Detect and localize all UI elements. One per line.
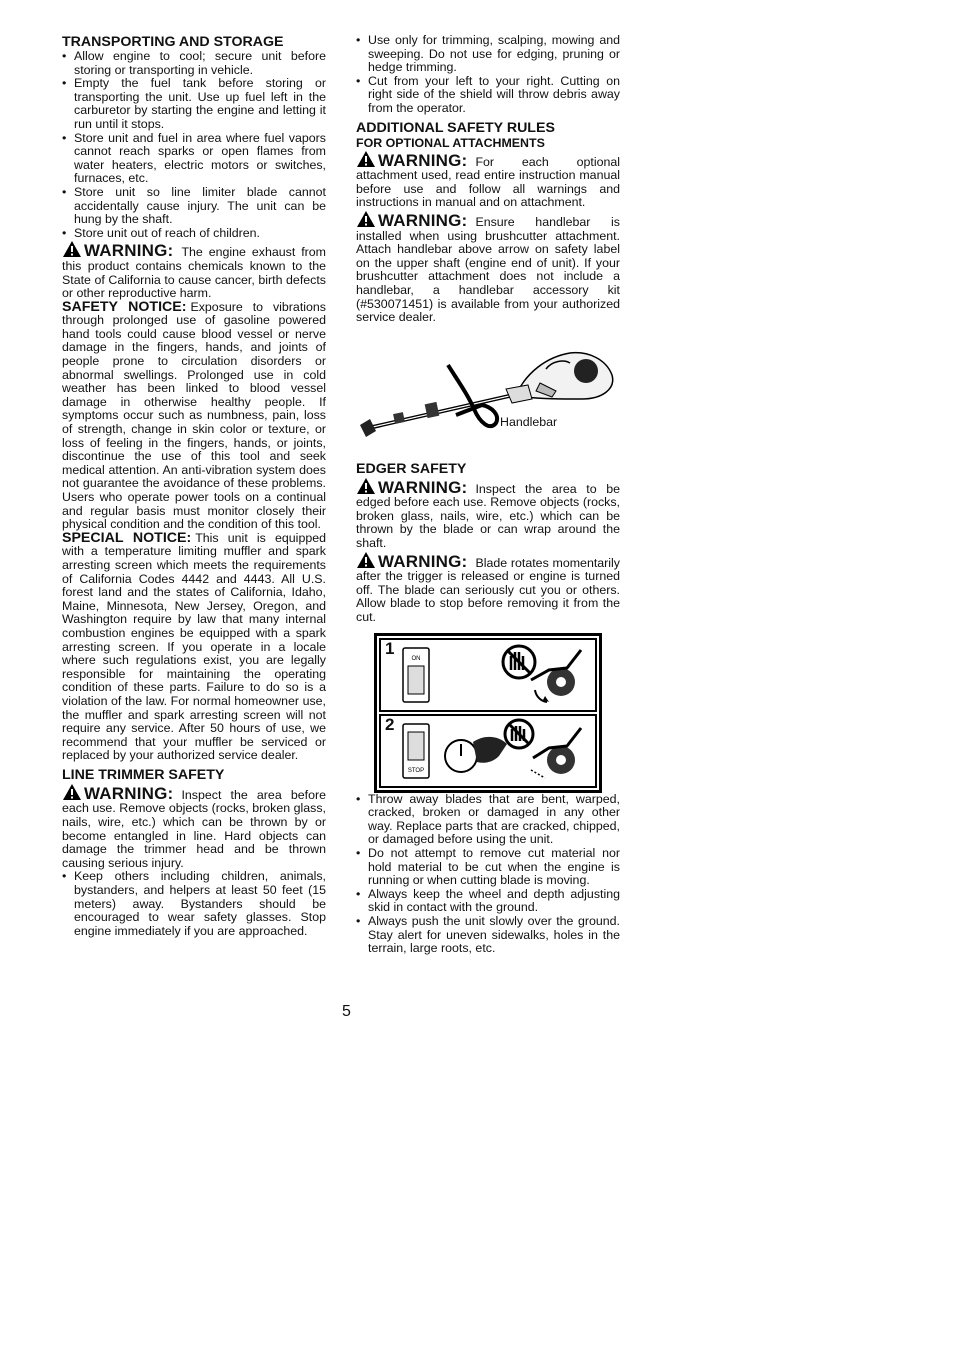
left-column — [62, 34, 326, 938]
handlebar-label: Handlebar — [500, 414, 558, 429]
warning-label: WARNING: — [378, 477, 468, 497]
safety-notice — [62, 298, 326, 532]
additional-subheading: FOR OPTIONAL ATTACHMENTS — [356, 135, 545, 150]
handlebar-illustration — [356, 333, 620, 451]
warning-triangle-icon — [356, 477, 376, 495]
list-item: • Always push the unit slowly over the ground. Stay alert for uneven sidewalks, holes in the terrain, large roots, etc. — [356, 915, 620, 956]
step-number: 1 — [385, 638, 395, 658]
list-item: • Store unit so line limiter blade cannot accidentally cause injury. The unit can be hung by the shaft. — [62, 186, 326, 227]
special-notice — [62, 529, 327, 763]
warning-triangle-icon — [62, 240, 82, 258]
blade-stop-diagram — [374, 633, 602, 793]
line-trimmer-list — [62, 870, 326, 938]
trimmer-with-handlebar-image — [356, 333, 620, 451]
list-item: • Store unit and fuel in area where fuel vapors cannot reach sparks or open flames from water heaters, electric motors or switches, furnaces, etc. — [62, 132, 326, 186]
list-item: • Throw away blades that are bent, warped, cracked, broken or damaged in any other way. Replace parts that are cracked, chipped, or damaged before using the unit. — [356, 793, 620, 847]
transport-list — [62, 50, 326, 240]
attachment-warning-text: For each optional attachment used, read entire instruction manual before use and follow all warnings and instructions in manual and on attachment. — [356, 154, 620, 210]
safety-notice-text: Exposure to vibrations through prolonged use of gasoline powered hand tools could cause blood vessel or nerve damage in the fingers, hands, and joints of people prone to circulation disorders or abnormal swellings. Prolonged use in cold weather has been linked to blood vessel damage in otherwise healthy people. If symptoms occur such as numbness, pain, loss of strength, change in skin color or texture, or loss of feeling in the fingers, hands, or joints, discontinue the use of this tool and seek medical attention. An anti-vibration system does not guarantee the avoidance of these problems. Users who operate power tools on a continual and regular basis must monitor closely their physical condition and the condition of this tool. — [62, 299, 326, 532]
line-trimmer-heading: LINE TRIMMER SAFETY — [62, 766, 225, 783]
step-1-image — [381, 640, 595, 710]
exhaust-warning — [62, 240, 326, 300]
right-column — [356, 34, 620, 956]
special-notice-text: This unit is equipped with a temperature limiting muffler and spark arresting screen which meets the requirements of California Codes 4442 and 4443. All U.S. forest land and the states of California, Idaho, Maine, Minnesota, New Jersey, Oregon, and Washington require by law that many internal combustion engines be equipped with a spark arresting screen. If you operate in a locale where such regulations exist, you are legally responsible for maintaining the operating condition of these parts. Failure to do so is a violation of the law. For normal homeowner use, the muffler and spark arresting screen will not require any service. After 50 hours of use, we recommend that your muffler be serviced or replaced by your authorized service dealer. — [62, 530, 327, 763]
line-trimmer-warning-text: Inspect the area before each use. Remove objects (rocks, broken glass, nails, wire, etc.) which can be thrown by or become entangled in line. Hard objects can damage the trimmer head and be thrown causing serious injury. — [62, 787, 326, 870]
handlebar-warning — [356, 210, 620, 325]
warning-label: WARNING: — [378, 150, 468, 170]
line-trimmer-list-continued — [356, 34, 620, 116]
exhaust-warning-text: The engine exhaust from this product contains chemicals known to the State of California to cause cancer, birth defects or other reproductive harm. — [62, 245, 326, 301]
step-2-image — [381, 716, 595, 786]
diagram-step-1 — [379, 638, 597, 712]
attachment-warning — [356, 150, 620, 210]
line-trimmer-warning — [62, 783, 326, 871]
list-item: • Store unit out of reach of children. — [62, 227, 326, 241]
switch-stop-label: STOP — [407, 767, 425, 774]
transport-heading: TRANSPORTING AND STORAGE — [62, 34, 284, 50]
list-item: • Do not attempt to remove cut material nor hold material to be cut when the engine is running or when cutting blade is moving. — [356, 847, 620, 888]
warning-triangle-icon — [356, 551, 376, 569]
edger-heading: EDGER SAFETY — [356, 460, 467, 477]
edger-warning-1 — [356, 477, 620, 551]
warning-label: WARNING: — [378, 551, 468, 571]
list-item: • Empty the fuel tank before storing or transporting the unit. Use up fuel left in the carburetor by starting the engine and letting it run until it stops. — [62, 77, 326, 131]
warning-triangle-icon — [356, 210, 376, 228]
warning-label: WARNING: — [378, 210, 468, 230]
warning-label: WARNING: — [84, 241, 174, 261]
warning-triangle-icon — [356, 150, 376, 168]
switch-on-label: ON — [411, 655, 421, 662]
edger-warning-2-text: Blade rotates momentarily after the trigger is released or engine is turned off. The blade can seriously cut you or others. Allow blade to stop before removing it from the cut. — [356, 555, 620, 625]
warning-label: WARNING: — [84, 783, 174, 803]
special-notice-label: SPECIAL NOTICE: — [62, 529, 192, 546]
edger-warning-2 — [356, 551, 620, 625]
edger-warning-1-text: Inspect the area to be edged before each use. Remove objects (rocks, broken glass, nails, wire, etc.) which can be thrown by the blade or can wrap around the shaft. — [356, 481, 620, 551]
safety-notice-label: SAFETY NOTICE: — [62, 298, 187, 315]
list-item: • Cut from your left to your right. Cutting on right side of the shield will throw debris away from the operator. — [356, 75, 620, 116]
list-item: • Keep others including children, animals, bystanders, and helpers at least 50 feet (15 meters) away. Bystanders should be encouraged to wear safety glasses. Stop engine immediately if you are approached. — [62, 870, 326, 938]
list-item: • Always keep the wheel and depth adjusting skid in contact with the ground. — [356, 888, 620, 915]
page-number: 5 — [342, 1003, 351, 1020]
list-item: • Allow engine to cool; secure unit before storing or transporting in vehicle. — [62, 50, 326, 77]
diagram-step-2 — [379, 714, 597, 788]
step-number: 2 — [385, 714, 395, 734]
additional-heading: ADDITIONAL SAFETY RULES — [356, 119, 555, 136]
handlebar-warning-text: Ensure handlebar is installed when using brushcutter attachment. Attach handlebar above arrow on safety label on the upper shaft (engine end of unit). If your brushcutter attachment does not include a handlebar, a handlebar accessory kit (#530071451) is available from your authorized service dealer. — [356, 214, 620, 325]
list-item: • Use only for trimming, scalping, mowing and sweeping. Do not use for edging, pruning or hedge trimming. — [356, 34, 620, 75]
edger-list — [356, 793, 620, 956]
warning-triangle-icon — [62, 783, 82, 801]
